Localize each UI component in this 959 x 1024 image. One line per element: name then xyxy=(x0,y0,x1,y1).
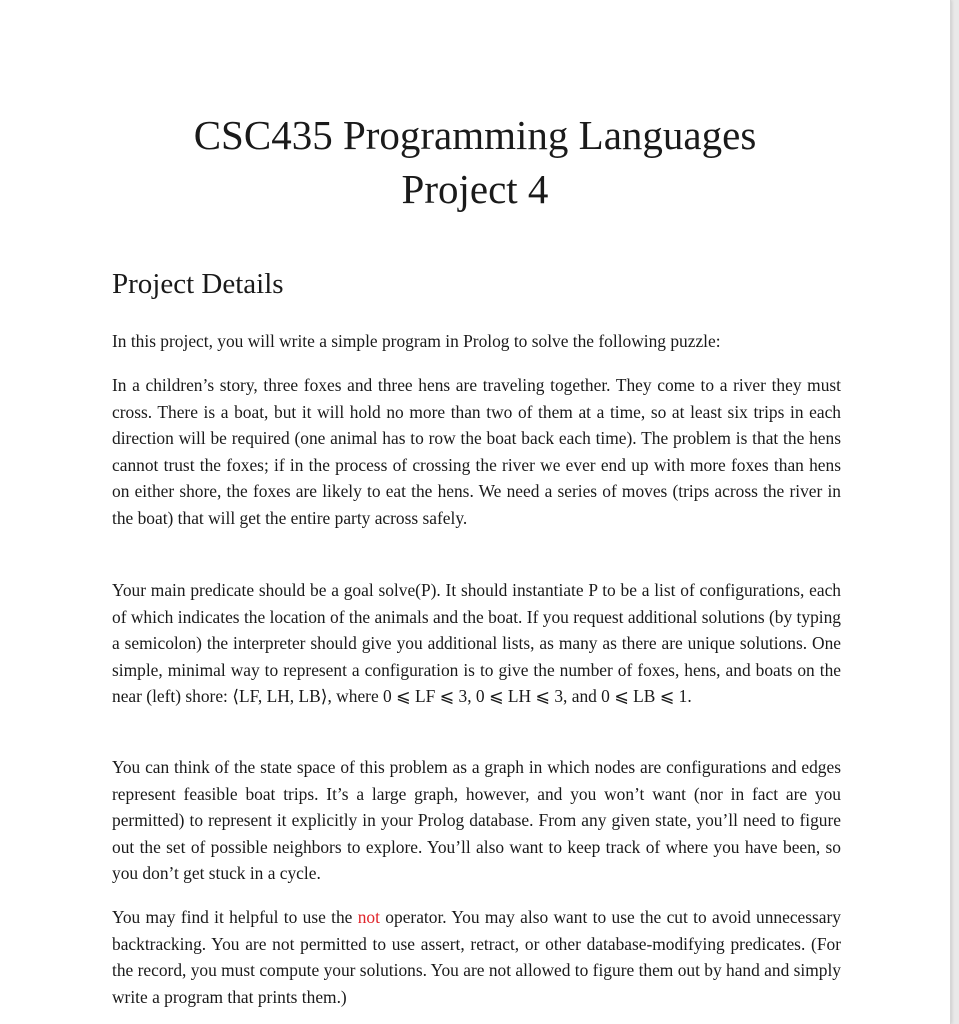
hints-text-after: operator. You may also want to use the cut to avoid unnecessary backtracking. You are not permitted to use assert, retract, or other database-modifying predicates. (For the record, you must compute your solutions. You are not allowed to figure them out by hand and simply write a program that prints them.) xyxy=(112,907,841,1007)
title-line-project: Project 4 xyxy=(401,166,549,212)
not-operator-keyword: not xyxy=(357,907,380,927)
paragraph-predicate: Your main predicate should be a goal solve(P). It should instantiate P to be a list of configurations, each of which indicates the location of the animals and the boat. If you request additional solutions (by typing a semicolon) the interpreter should give you additional lists, as many as there are unique solutions. One simple, minimal way to represent a configuration is to give the number of foxes, hens, and boats on the near (left) shore: ⟨LF, LH, LB⟩, where 0 ⩽ LF ⩽ 3, 0 ⩽ LH ⩽ 3, and 0 ⩽ LB ⩽ 1. xyxy=(112,580,841,707)
hints-text-before: You may find it helpful to use the xyxy=(112,907,358,927)
section-heading: Project Details xyxy=(112,268,284,300)
document-title xyxy=(0,108,950,216)
paragraph-story: In a children’s story, three foxes and three hens are traveling together. They come to a river they must cross. There is a boat, but it will hold no more than two of them at a time, so at least six trips in each direction will be required (one animal has to row the boat back each time). The problem is that the hens cannot trust the foxes; if in the process of crossing the river we ever end up with more foxes than hens on either shore, the foxes are likely to eat the hens. We need a series of moves (trips across the river in the boat) that will get the entire party across safely. xyxy=(112,375,841,528)
paragraph-state-space: You can think of the state space of this problem as a graph in which nodes are configurations and edges represent feasible boat trips. It’s a large graph, however, and you won’t want (nor in fact are you permitted) to represent it explicitly in your Prolog database. From any given state, you’ll need to figure out the set of possible neighbors to explore. You’ll also want to keep track of where you have been, so you don’t get stuck in a cycle. xyxy=(112,757,841,884)
paragraph-intro: In this project, you will write a simple program in Prolog to solve the following puzzle: xyxy=(112,331,721,351)
paragraph-hints xyxy=(112,904,841,1010)
title-line-course: CSC435 Programming Languages xyxy=(193,112,757,158)
